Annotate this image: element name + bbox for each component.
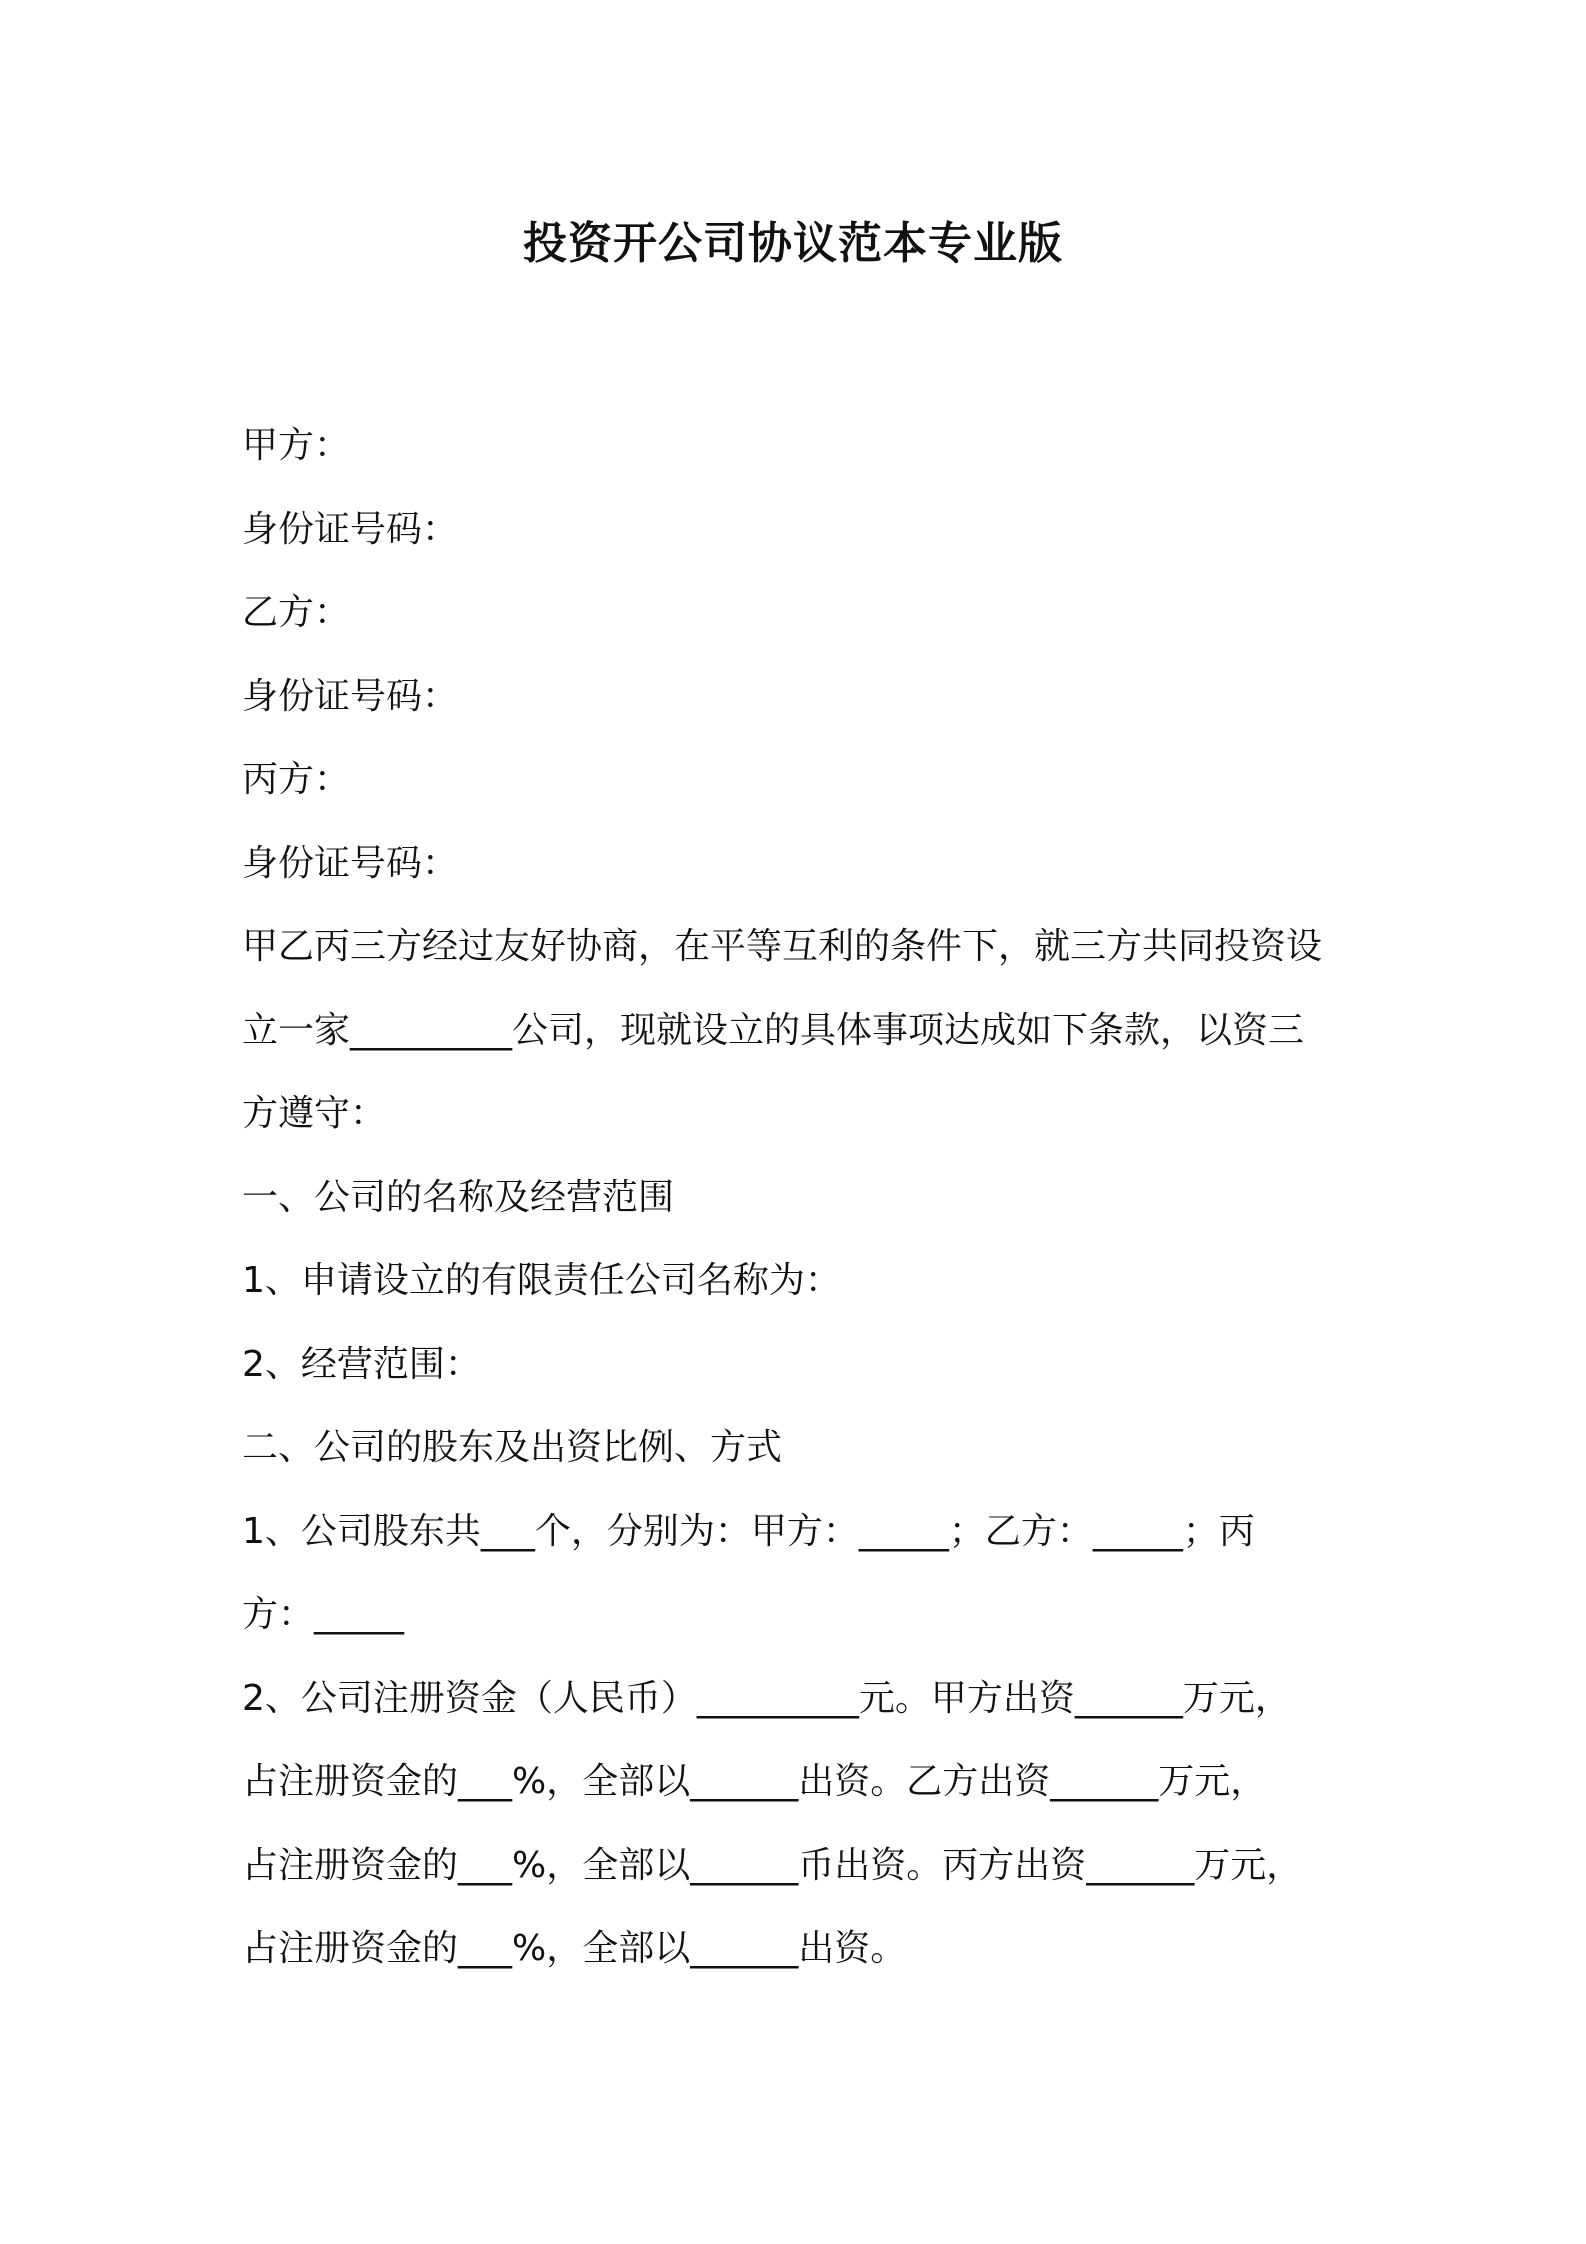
- party-a-id-line: 身份证号码：: [242, 508, 459, 550]
- clause-2-2-line-1: 2、公司注册资金（人民币）_________元。甲方出资______万元，: [242, 1677, 1291, 1719]
- party-c-id-line: 身份证号码：: [242, 842, 459, 884]
- clause-2-2-line-4: 占注册资金的___%，全部以______出资。: [242, 1928, 907, 1969]
- party-c-line: 丙方：: [242, 759, 351, 800]
- section-1-heading: 一、公司的名称及经营范围: [242, 1176, 675, 1218]
- preamble-line-1: 甲乙丙三方经过友好协商，在平等互利的条件下，就三方共同投资设: [242, 926, 1323, 967]
- preamble-line-2: 立一家_________公司，现就设立的具体事项达成如下条款，以资三: [242, 1009, 1305, 1051]
- clause-2-2-line-2: 占注册资金的___%，全部以______出资。乙方出资______万元，: [242, 1761, 1267, 1802]
- document-body: [242, 404, 1362, 1991]
- clause-2-2-line-3: 占注册资金的___%，全部以______币出资。丙方出资______万元，: [242, 1844, 1303, 1886]
- party-a-line: 甲方：: [242, 425, 351, 466]
- clause-1-2: 2、经营范围：: [242, 1343, 481, 1385]
- section-2-heading: 二、公司的股东及出资比例、方式: [242, 1427, 783, 1468]
- document-title: 投资开公司协议范本专业版: [523, 218, 1063, 269]
- clause-2-1-line-1: 1、公司股东共___个，分别为：甲方：_____；乙方：_____；丙: [242, 1510, 1255, 1552]
- party-b-line: 乙方：: [242, 592, 351, 633]
- clause-2-1-line-2: 方：_____: [242, 1594, 405, 1635]
- clause-1-1: 1、申请设立的有限责任公司名称为：: [242, 1260, 841, 1301]
- preamble-line-3: 方遵守：: [242, 1093, 387, 1134]
- party-b-id-line: 身份证号码：: [242, 675, 459, 717]
